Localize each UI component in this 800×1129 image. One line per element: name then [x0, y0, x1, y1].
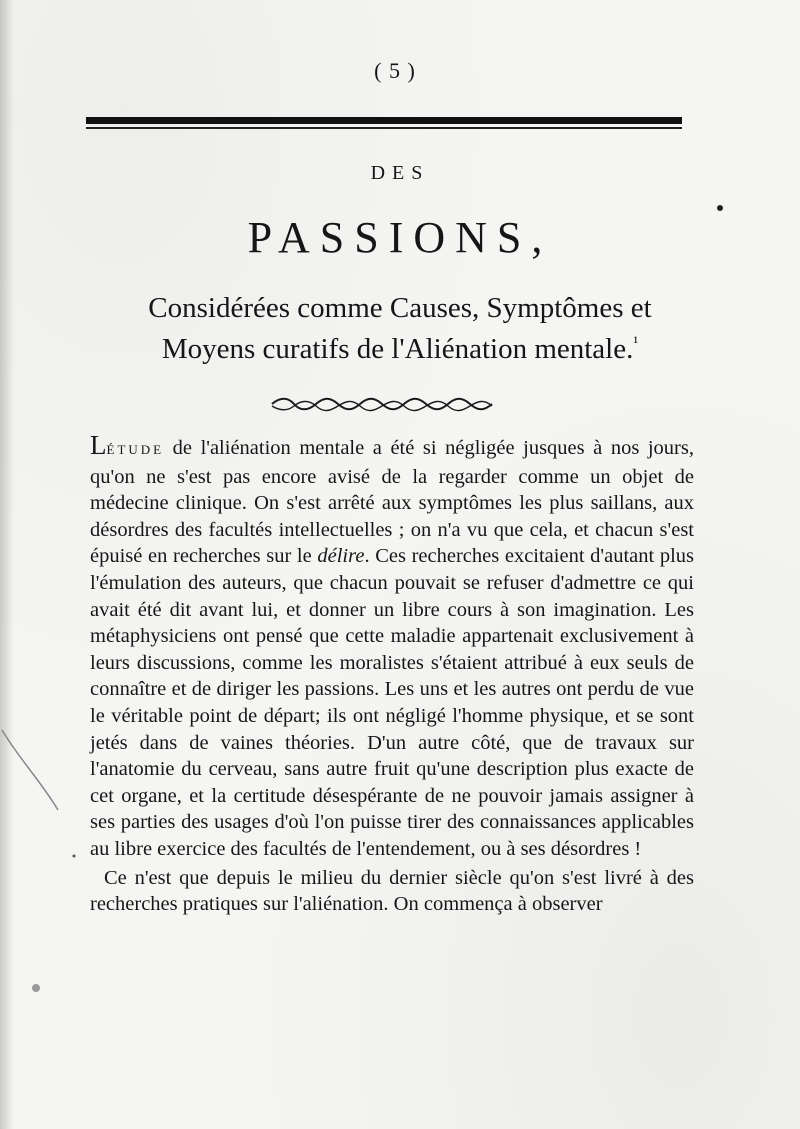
- page-number: ( 5 ): [374, 58, 416, 83]
- subtitle-line-2: [80, 333, 720, 366]
- page-gutter-shadow: [0, 0, 14, 1129]
- subtitle-line-1: Considérées comme Causes, Symptômes et: [148, 292, 652, 324]
- paragraph-2: Ce n'est que depuis le milieu du dernier siècle qu'on s'est livré à des recherches pratiques sur l'aliénation. On commença à observer: [90, 866, 694, 916]
- subtitle-line-2-text: Moyens curatifs de l'Aliénation mentale.: [161, 333, 634, 365]
- paragraph-1-text-a: de l'aliénation mentale a été si négligée jusques à nos jours, qu'on ne s'est pas encore avisé de la regarder comme un objet de médecine clinique. On s'est arrêté aux symptômes les plus saillans, aux désordres des facultés intellectuelles ; on n'a vu que cela, et chacun s'est épuisé en recherches sur le: [90, 437, 694, 568]
- body-text: [90, 432, 694, 918]
- paragraph-1-text-b: . Ces recherches excitaient d'autant plus l'émulation des auteurs, que chacun pouvait se refuser d'admettre ce qui avait été dit avant lui, et donner un libre cours à son imagination. Les métaphysiciens ont pensé que cette maladie appartenait exclusivement à leurs discussions, comme les moralistes s'étaient attribué à eux seuls de connaître et de diriger les passions. Les uns et les autres ont perdu de vue le véritable point de départ; ils ont négligé l'homme physique, et se sont jetés dans de vaines théories. D'un autre côté, que de travaux sur l'anatomie du cerveau, sans autre fruit qu'une description plus exacte de cet organe, et la certitude désespérante de ne pouvoir jamais assigner à ses parties des usages d'où l'on puisse tirer des connaissances applicables au libre exercice des facultés de l'entendement, ou à ses désordres !: [90, 545, 694, 860]
- footnote-mark: ¹: [633, 334, 639, 352]
- small-caps-word: ÉTUDE: [106, 442, 165, 457]
- header-rule-thick: [86, 117, 682, 124]
- title-over: DES: [370, 162, 430, 184]
- paragraph-1: [90, 432, 694, 863]
- ornament-divider: [270, 395, 500, 413]
- main-title: PASSIONS,: [247, 213, 553, 262]
- paragraph-1-italic: délire: [317, 545, 365, 568]
- header-rule-thin: [86, 127, 682, 129]
- drop-cap: L: [90, 430, 107, 460]
